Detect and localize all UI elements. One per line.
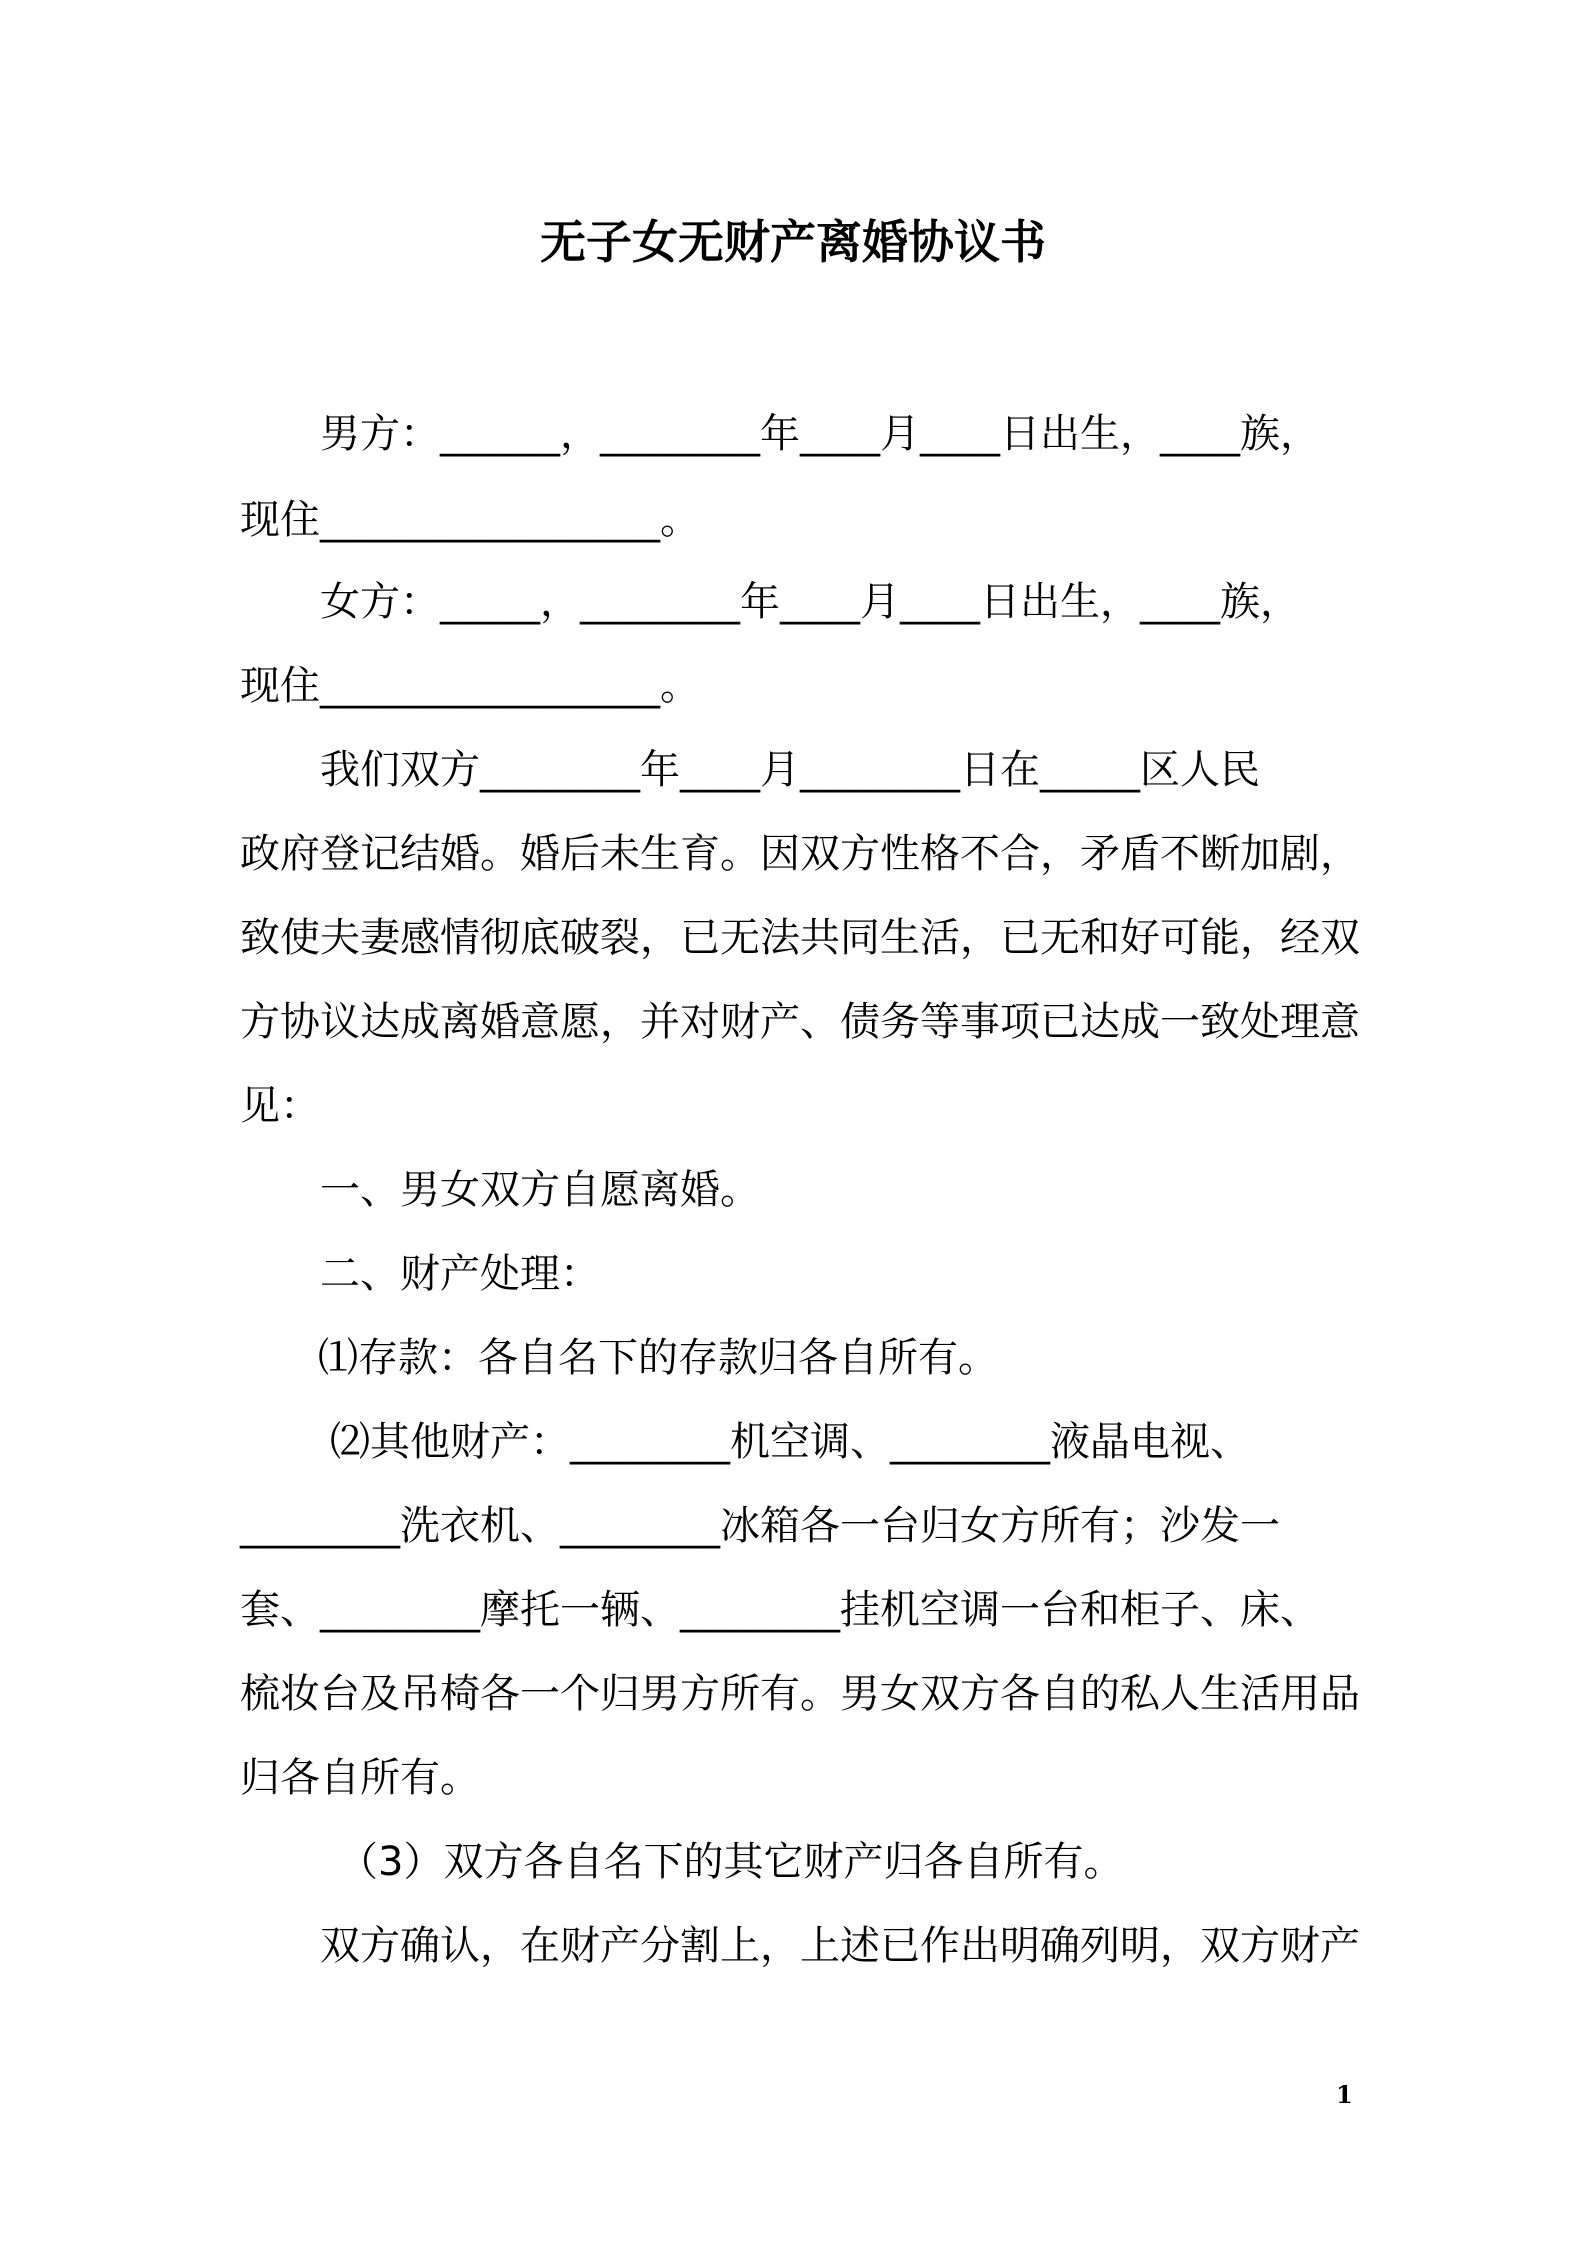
paragraph-line: 女方：_____，________年____月____日出生，____族， — [320, 579, 1300, 625]
paragraph-line: 梳妆台及吊椅各一个归男方所有。男女双方各自的私人生活用品 — [240, 1671, 1360, 1717]
paragraph-line: 二、财产处理： — [320, 1251, 600, 1297]
paragraph-line: 男方：______，________年____月____日出生，____族， — [320, 411, 1320, 457]
paragraph-line: 我们双方________年____月________日在_____区人民 — [320, 747, 1260, 793]
paragraph-line: 方协议达成离婚意愿，并对财产、债务等事项已达成一致处理意 — [240, 999, 1360, 1045]
paragraph-line: 套、________摩托一辆、________挂机空调一台和柜子、床、 — [240, 1587, 1320, 1633]
paragraph-line: （3）双方各自名下的其它财产归各自所有。 — [338, 1839, 1124, 1885]
paragraph-line: 现住_________________。 — [240, 497, 700, 543]
paragraph-line: 一、男女双方自愿离婚。 — [320, 1167, 760, 1213]
paragraph-line: ⑵其他财产：________机空调、________液晶电视、 — [330, 1419, 1250, 1465]
page-number: 1 — [1336, 2080, 1353, 2109]
paragraph-line: ⑴存款：各自名下的存款归各自所有。 — [318, 1335, 998, 1381]
paragraph-line: 现住_________________。 — [240, 663, 700, 709]
paragraph-line: 见： — [240, 1083, 320, 1129]
paragraph-line: 归各自所有。 — [240, 1755, 480, 1801]
document-title: 无子女无财产离婚协议书 — [540, 215, 1046, 269]
paragraph-line: 政府登记结婚。婚后未生育。因双方性格不合，矛盾不断加剧， — [240, 831, 1360, 877]
paragraph-line: 致使夫妻感情彻底破裂，已无法共同生活，已无和好可能，经双 — [240, 915, 1360, 961]
paragraph-line: ________洗衣机、________冰箱各一台归女方所有；沙发一 — [240, 1503, 1280, 1549]
paragraph-line: 双方确认，在财产分割上，上述已作出明确列明，双方财产 — [320, 1923, 1360, 1969]
